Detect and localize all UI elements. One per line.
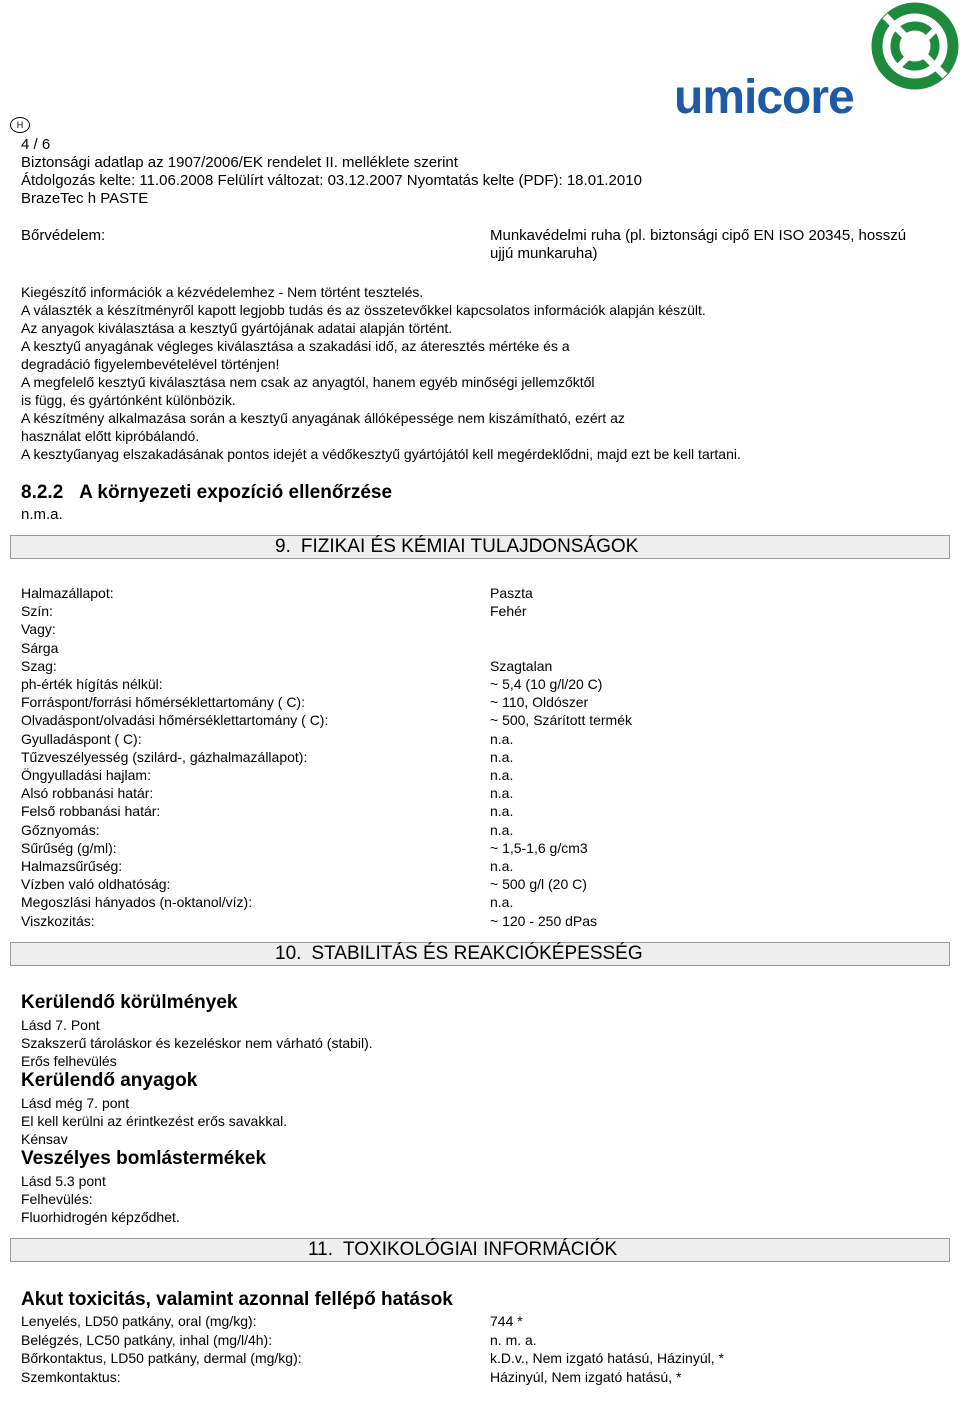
avoid-materials-line: Kénsav: [21, 1131, 68, 1147]
property-label: Olvadáspont/olvadási hőmérséklettartomány ( C):: [21, 712, 329, 729]
glove-info-line: A kesztyű anyagának végleges kiválasztása a szakadási idő, az áteresztés mértéke és a: [21, 338, 570, 354]
property-value: Szagtalan: [490, 657, 553, 674]
property-value: n. m. a.: [490, 1331, 537, 1348]
property-value: ~ 500 g/l (20 C): [490, 876, 587, 893]
property-label: Megoszlási hányados (n-oktanol/víz):: [21, 894, 253, 911]
skin-protection-value-1: Munkavédelmi ruha (pl. biztonsági cipő EN ISO 20345, hosszú: [490, 227, 907, 244]
glove-info-line: is függ, és gyártónként különbözik.: [21, 392, 236, 408]
skin-protection-value-2: ujjú munkaruha): [490, 245, 598, 262]
property-label: Viszkozitás:: [21, 912, 95, 929]
regulation-line: Biztonsági adatlap az 1907/2006/EK rendelet II. melléklete szerint: [21, 154, 458, 171]
property-value: Paszta: [490, 585, 533, 601]
property-value: n.a.: [490, 894, 514, 911]
section-9-number: 9.: [275, 536, 291, 557]
section-9-title: [275, 536, 638, 558]
property-value: n.a.: [490, 858, 514, 874]
property-label: Sűrűség (g/ml):: [21, 839, 117, 856]
property-row: [21, 657, 941, 675]
property-row: [21, 802, 941, 820]
property-label: Öngyulladási hajlam:: [21, 767, 151, 783]
property-value: n.a.: [490, 785, 514, 802]
property-value: Házinyúl, Nem izgató hatású, *: [490, 1368, 682, 1385]
property-row: [21, 1331, 941, 1349]
property-value: ~ 110, Oldószer: [490, 694, 589, 711]
glove-info-line: használat előtt kipróbálandó.: [21, 428, 200, 444]
section-8-2-2-value: n.m.a.: [21, 506, 63, 523]
property-row: [21, 620, 941, 638]
property-label: Gőznyomás:: [21, 821, 100, 838]
property-row: [21, 748, 941, 766]
section-11-number: 11.: [308, 1239, 334, 1260]
glove-info-line: Az anyagok kiválasztása a kesztyű gyártójának adatai alapján történt.: [21, 320, 453, 336]
property-value: ~ 120 - 250 dPas: [490, 912, 598, 929]
section-9-title-text: FIZIKAI ÉS KÉMIAI TULAJDONSÁGOK: [300, 536, 639, 557]
property-row: [21, 766, 941, 784]
avoid-conditions-line: Lásd 7. Pont: [21, 1017, 100, 1033]
property-row: [21, 675, 941, 693]
glove-info-line: A megfelelő kesztyű kiválasztása nem csak az anyagtól, hanem egyéb minőségi jellemzőktől: [21, 374, 595, 390]
section-11-bar: [10, 1238, 950, 1262]
property-row: [21, 1368, 941, 1386]
avoid-conditions-heading: Kerülendő körülmények: [21, 992, 238, 1013]
section-11-title-text: TOXIKOLÓGIAI INFORMÁCIÓK: [343, 1239, 618, 1260]
property-label: Szín:: [21, 603, 53, 620]
property-row: [21, 639, 941, 657]
property-label: Halmazsűrűség:: [21, 858, 123, 874]
decomposition-line: Fluorhidrogén képződhet.: [21, 1209, 180, 1225]
property-row: [21, 1312, 941, 1330]
property-value: ~ 500, Szárított termék: [490, 712, 633, 729]
property-label: Halmazállapot:: [21, 585, 114, 601]
glove-info-line: A választék a készítményről kapott legjobb tudás és az összetevőkkel kapcsolatos információk alapján készült.: [21, 302, 706, 318]
property-row: [21, 875, 941, 893]
property-row: [21, 893, 941, 911]
avoid-materials-line: El kell kerülni az érintkezést erős savakkal.: [21, 1113, 288, 1129]
property-row: [21, 839, 941, 857]
property-value: n.a.: [490, 767, 514, 783]
property-label: Felső robbanási határ:: [21, 803, 161, 820]
avoid-materials-heading: Kerülendő anyagok: [21, 1070, 198, 1091]
logo-text: umicore: [674, 71, 854, 124]
property-value: ~ 1,5-1,6 g/cm3: [490, 839, 588, 856]
property-row: [21, 711, 941, 729]
property-value: n.a.: [490, 803, 514, 820]
product-name: BrazeTec h PASTE: [21, 190, 149, 207]
property-value: n.a.: [490, 730, 514, 747]
section-11-title: [308, 1239, 617, 1261]
property-row: [21, 912, 941, 930]
property-value: ~ 5,4 (10 g/l/20 C): [490, 676, 603, 692]
property-row: [21, 602, 941, 620]
acute-toxicity-heading: Akut toxicitás, valamint azonnal fellépő hatások: [21, 1289, 453, 1310]
property-value: 744 *: [490, 1313, 523, 1329]
property-row: [21, 821, 941, 839]
property-label: Gyulladáspont ( C):: [21, 730, 142, 747]
language-badge: H: [10, 117, 30, 133]
property-row: [21, 1349, 941, 1367]
property-label: Sárga: [21, 639, 59, 656]
umicore-logo: [672, 0, 960, 125]
property-label: Alsó robbanási határ:: [21, 785, 154, 802]
section-8-2-2-heading: [21, 482, 392, 504]
property-label: Vízben való oldhatóság:: [21, 876, 171, 893]
property-row: [21, 730, 941, 748]
property-row: [21, 584, 941, 602]
property-label: Lenyelés, LD50 patkány, oral (mg/kg):: [21, 1313, 257, 1329]
property-label: Bőrkontaktus, LD50 patkány, dermal (mg/kg):: [21, 1350, 302, 1366]
avoid-materials-line: Lásd még 7. pont: [21, 1095, 130, 1111]
avoid-conditions-line: Szakszerű tároláskor és kezeléskor nem várható (stabil).: [21, 1035, 373, 1051]
glove-info-line: A kesztyűanyag elszakadásának pontos idejét a védőkesztyű gyártójától kell megérdeklődni, majd ezt be kell tartani.: [21, 446, 741, 462]
property-label: ph-érték hígítás nélkül:: [21, 676, 163, 692]
property-row: [21, 784, 941, 802]
section-10-number: 10.: [275, 943, 302, 964]
property-row: [21, 857, 941, 875]
dates-line: Átdolgozás kelte: 11.06.2008 Felülírt változat: 03.12.2007 Nyomtatás kelte (PDF): 18.01.2010: [21, 172, 642, 189]
property-label: Szag:: [21, 657, 57, 674]
section-8-2-2-title: A környezeti expozíció ellenőrzése: [79, 482, 393, 503]
decomposition-line: Lásd 5.3 pont: [21, 1173, 106, 1189]
avoid-conditions-line: Erős felhevülés: [21, 1053, 117, 1069]
property-label: Belégzés, LC50 patkány, inhal (mg/l/4h):: [21, 1331, 273, 1348]
property-label: Vagy:: [21, 621, 56, 638]
section-10-title-text: STABILITÁS ÉS REAKCIÓKÉPESSÉG: [311, 943, 643, 964]
property-row: [21, 693, 941, 711]
property-label: Tűzveszélyesség (szilárd-, gázhalmazállapot):: [21, 748, 308, 765]
section-10-title: [275, 943, 643, 965]
page-number: 4 / 6: [21, 136, 51, 153]
property-value: n.a.: [490, 821, 514, 838]
property-value: k.D.v., Nem izgató hatású, Házinyúl, *: [490, 1350, 724, 1366]
glove-info-line: A készítmény alkalmazása során a kesztyű anyagának állóképessége nem kiszámítható, ezért az: [21, 410, 625, 426]
property-label: Szemkontaktus:: [21, 1368, 121, 1385]
property-value: Fehér: [490, 603, 527, 620]
property-value: n.a.: [490, 748, 514, 765]
section-9-bar: [10, 535, 950, 559]
section-8-2-2-number: 8.2.2: [21, 482, 64, 503]
decomposition-heading: Veszélyes bomlástermékek: [21, 1148, 267, 1169]
glove-info-line: Kiegészítő információk a kézvédelemhez - Nem történt tesztelés.: [21, 284, 424, 300]
section-10-bar: [10, 942, 950, 966]
property-label: Forráspont/forrási hőmérséklettartomány ( C):: [21, 694, 305, 711]
decomposition-line: Felhevülés:: [21, 1191, 93, 1207]
glove-info-line: degradáció figyelembevételével történjen!: [21, 356, 280, 372]
skin-protection-label: Bőrvédelem:: [21, 227, 106, 244]
